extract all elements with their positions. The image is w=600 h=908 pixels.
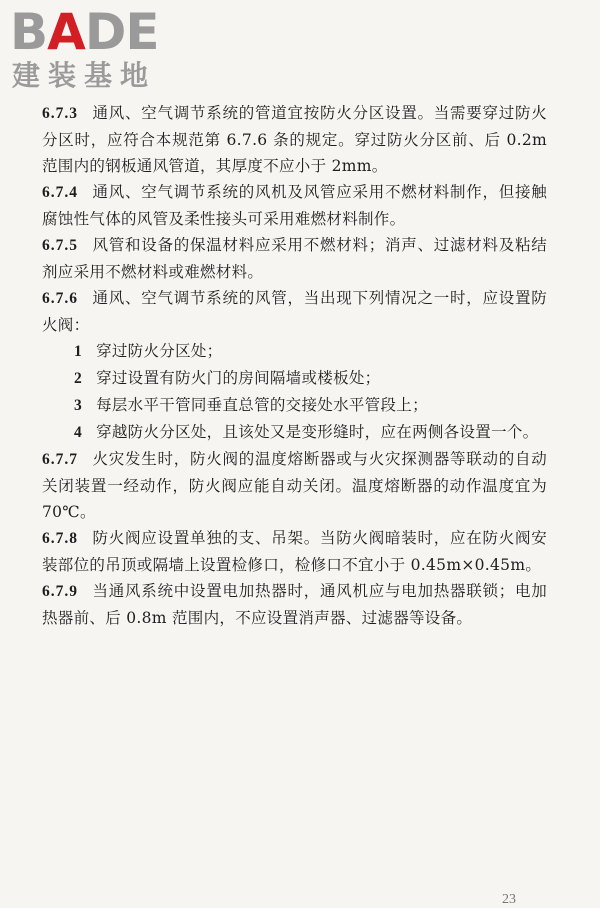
logo-subtitle: 建装基地 (12, 59, 157, 92)
clause-6-7-7: 6.7.7 火灾发生时，防火阀的温度熔断器或与火灾探测器等联动的自动关闭装置一经动作，防火阀应能自动关闭。温度熔断器的动作温度宜为 70℃。 (42, 450, 547, 521)
list-item-2: 2 穿过设置有防火门的房间隔墙或楼板处； (74, 369, 381, 387)
clause-6-7-4: 6.7.4 通风、空气调节系统的风机及风管应采用不燃材料制作，但接触腐蚀性气体的风管及柔性接头可采用难燃材料制作。 (42, 183, 547, 228)
clause-6-7-3: 6.7.3 通风、空气调节系统的管道宜按防火分区设置。当需要穿过防火分区时，应符合本规范第 6.7.6 条的规定。穿过防火分区前、后 0.2m 范围内的钢板通风管道，其厚度不应小于 2mm。 (42, 104, 547, 175)
clause-6-7-9: 6.7.9 当通风系统中设置电加热器时，通风机应与电加热器联锁；电加热器前、后 0.8m 范围内，不应设置消声器、过滤器等设备。 (42, 582, 547, 627)
clause-6-7-6: 6.7.6 通风、空气调节系统的风管，当出现下列情况之一时，应设置防火阀： (42, 289, 547, 334)
clause-6-7-5: 6.7.5 风管和设备的保温材料应采用不燃材料；消声、过滤材料及粘结剂应采用不燃材料或难燃材料。 (42, 236, 547, 281)
clause-6-7-8: 6.7.8 防火阀应设置单独的支、吊架。当防火阀暗装时，应在防火阀安装部位的吊顶或隔墙上设置检修口，检修口不宜小于 0.45m×0.45m。 (42, 529, 547, 574)
list-item-4: 4 穿越防火分区处，且该处又是变形缝时，应在两侧各设置一个。 (74, 423, 539, 441)
list-item-1: 1 穿过防火分区处； (74, 342, 223, 360)
bade-logo (10, 3, 180, 94)
page-number: 23 (502, 892, 516, 907)
logo-wordmark: BADE (10, 3, 159, 61)
list-item-3: 3 每层水平干管同垂直总管的交接处水平管段上； (74, 396, 428, 414)
document-body (42, 100, 547, 631)
